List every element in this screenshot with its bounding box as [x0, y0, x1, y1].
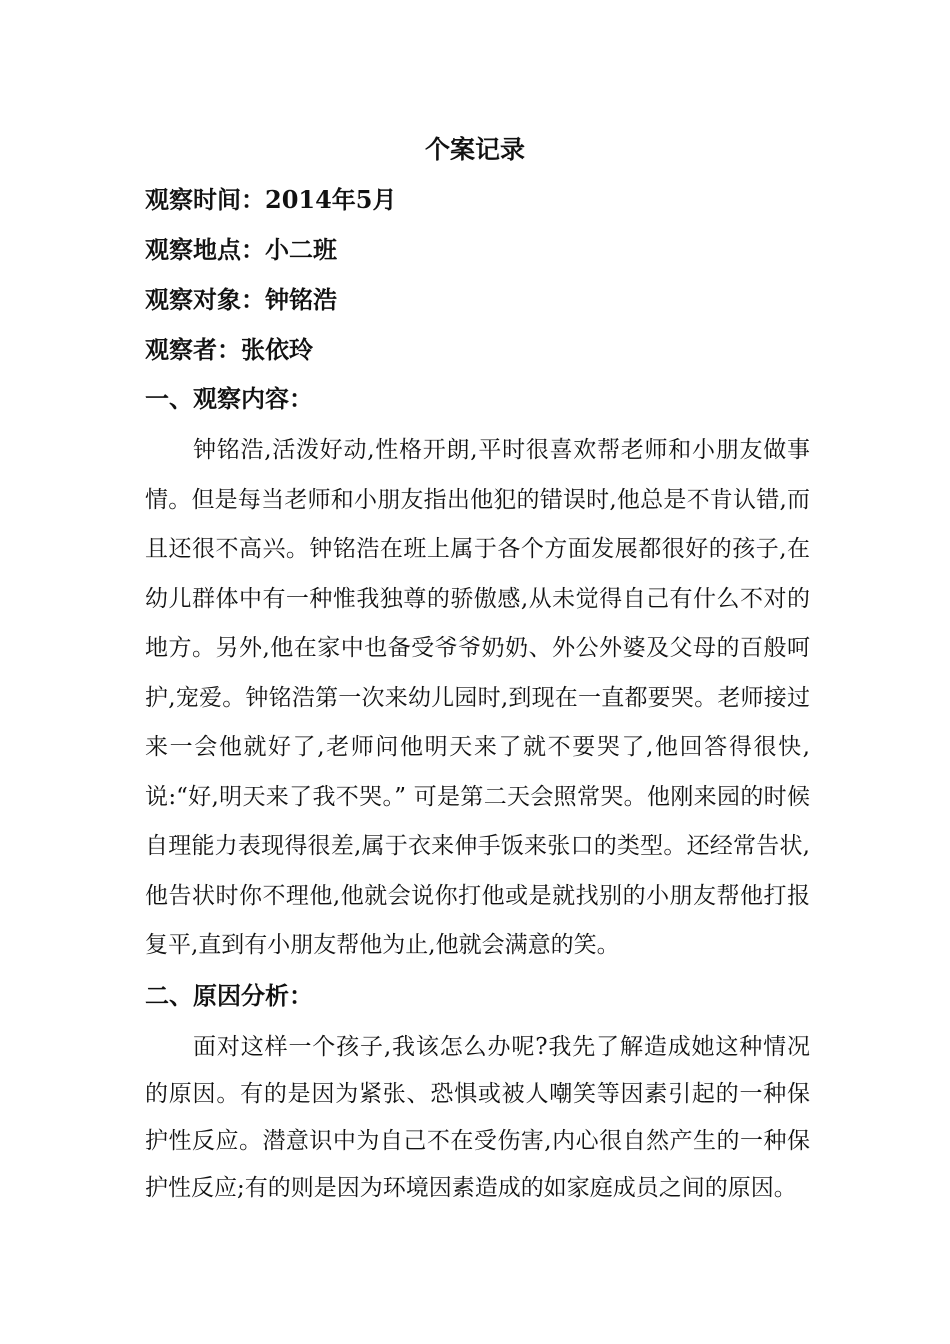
observation-time: 观察时间：2014年5月 [145, 185, 397, 214]
observation-subject: 观察对象：钟铭浩 [145, 285, 337, 314]
observer: 观察者：张依玲 [145, 335, 313, 364]
section-heading-observation: 一、观察内容： [145, 384, 313, 413]
section-body-analysis: 面对这样一个孩子,我该怎么办呢?我先了解造成她这种情况的原因。有的是因为紧张、恐惧或被人嘲笑等因素引起的一种保护性反应。潜意识中为自己不在受伤害,内心很自然产生的一种保护性反应;有的则是因为环境因素造成的如家庭成员之间的原因。 [145, 1034, 810, 1201]
section-body-observation: 钟铭浩,活泼好动,性格开朗,平时很喜欢帮老师和小朋友做事情。但是每当老师和小朋友指出他犯的错误时,他总是不肯认错,而且还很不高兴。钟铭浩在班上属于各个方面发展都很好的孩子,在幼儿群体中有一种惟我独尊的骄傲感,从未觉得自己有什么不对的地方。另外,他在家中也备受爷爷奶奶、外公外婆及父母的百般呵护,宠爱。钟铭浩第一次来幼儿园时,到现在一直都要哭。老师接过来一会他就好了,老师问他明天来了就不要哭了,他回答得很快,说:“好,明天来了我不哭。” 可是第二天会照常哭。他刚来园的时候自理能力表现得很差,属于衣来伸手饭来张口的类型。还经常告状,他告状时你不理他,他就会说你打他或是就找别的小朋友帮他打报复平,直到有小朋友帮他为止,他就会满意的笑。 [145, 437, 810, 958]
observation-place: 观察地点：小二班 [145, 235, 337, 264]
document-title: 个案记录 [424, 135, 525, 164]
section-heading-analysis: 二、原因分析： [145, 981, 313, 1010]
